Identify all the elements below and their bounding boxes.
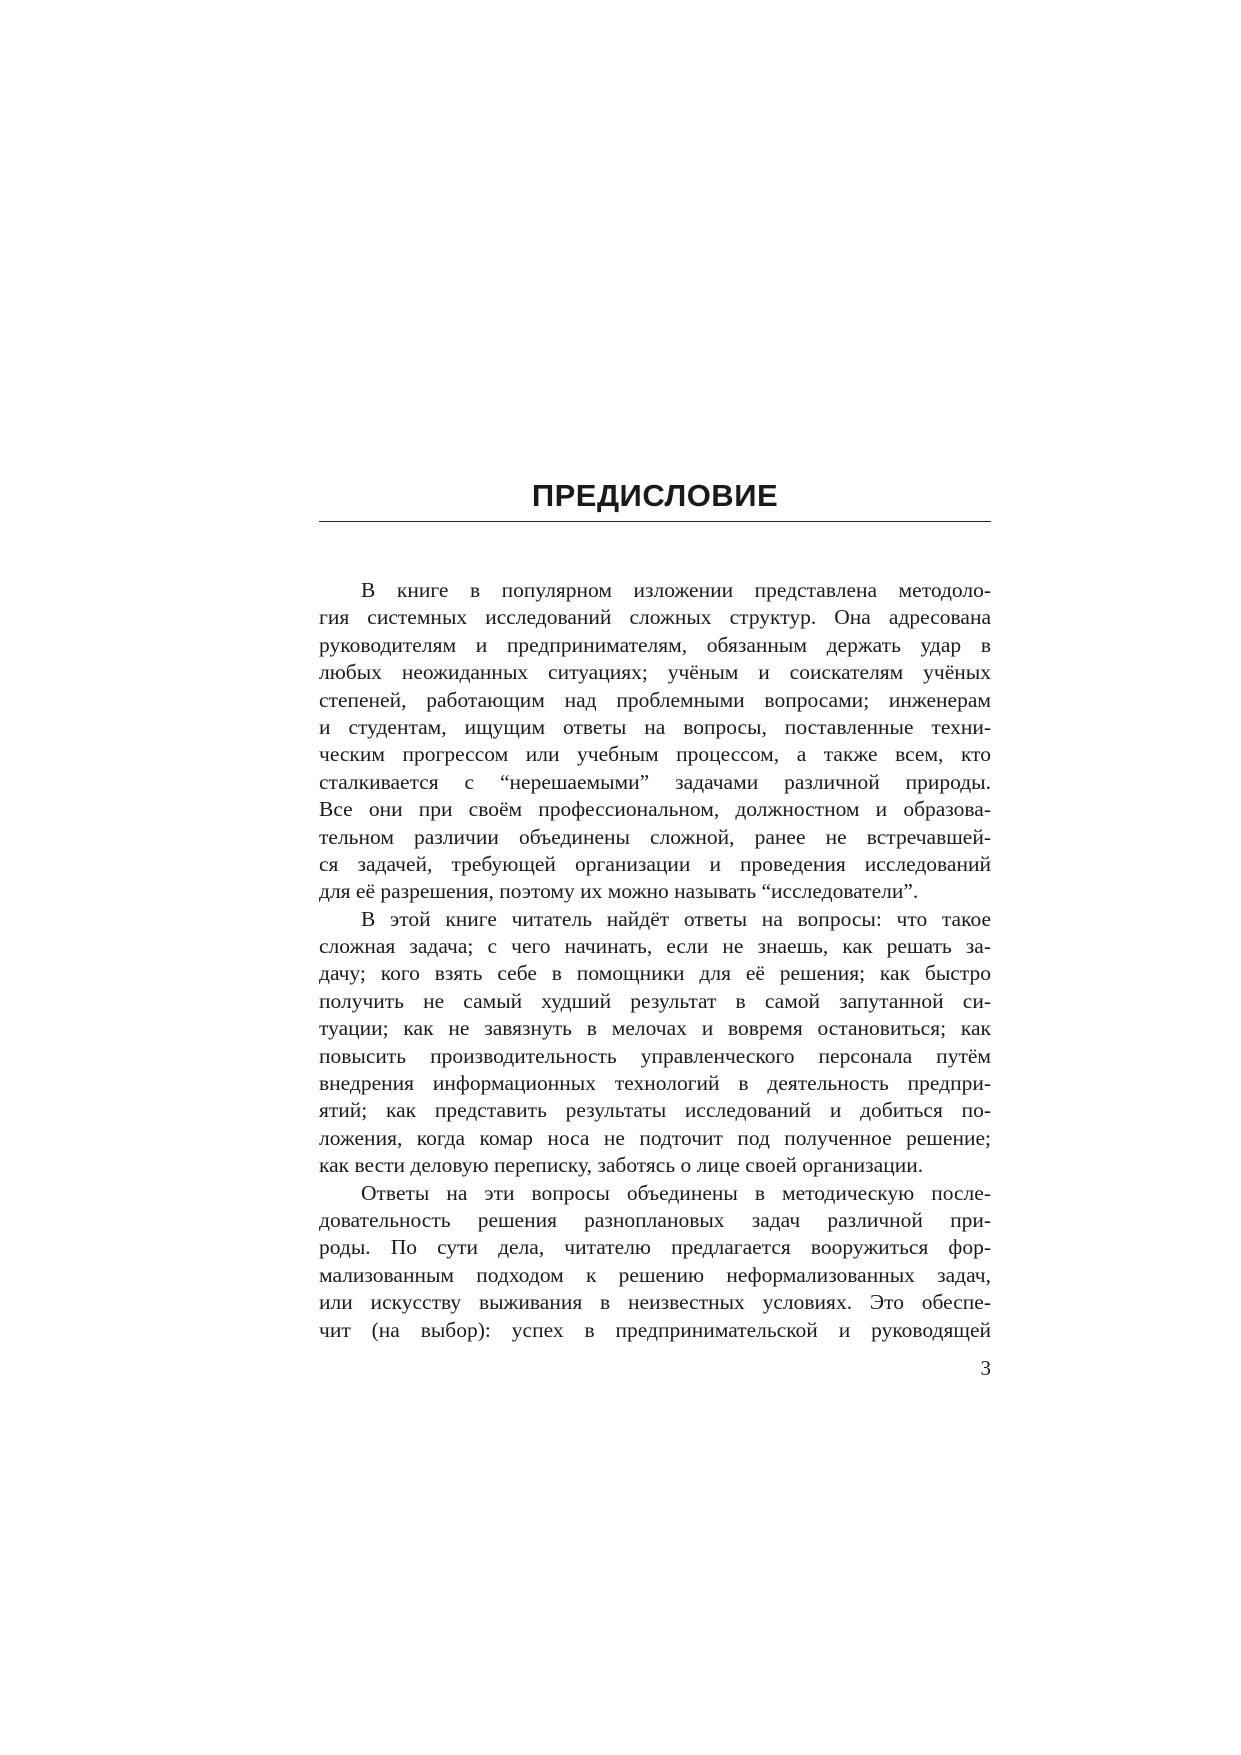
page-number: 3 bbox=[980, 1356, 991, 1380]
text-line: сталкивается с “нерешаемыми” задачами различной природы. bbox=[319, 769, 991, 794]
text-line: тельном различии объединены сложной, ранее не встречавшей- bbox=[319, 824, 991, 849]
text-line: чит (на выбор): успех в предпринимательской и руководящей bbox=[319, 1317, 991, 1342]
text-line: роды. По сути дела, читателю предлагается вооружиться фор- bbox=[319, 1235, 991, 1260]
text-line: ятий; как представить результаты исследований и добиться по- bbox=[319, 1098, 991, 1123]
text-line: гия системных исследований сложных структур. Она адресована bbox=[319, 605, 991, 630]
text-line: сложная задача; с чего начинать, если не знаешь, как решать за- bbox=[319, 934, 991, 959]
text-line: внедрения информационных технологий в деятельность предпри- bbox=[319, 1071, 991, 1096]
text-line: любых неожиданных ситуациях; учёным и соискателям учёных bbox=[319, 660, 991, 685]
title-underline bbox=[319, 521, 991, 522]
text-line: для её разрешения, поэтому их можно называть “исследователи”. bbox=[319, 879, 919, 904]
text-line: ся задачей, требующей организации и проведения исследований bbox=[319, 851, 991, 876]
body-text bbox=[319, 577, 991, 1344]
text-line: как вести деловую переписку, заботясь о лице своей организации. bbox=[319, 1153, 924, 1178]
text-line: руководителям и предпринимателям, обязанным держать удар в bbox=[319, 632, 991, 657]
page-title: ПРЕДИСЛОВИЕ bbox=[531, 478, 779, 513]
text-line: или искусству выживания в неизвестных условиях. Это обеспе- bbox=[319, 1290, 991, 1315]
text-line: степеней, работающим над проблемными вопросами; инженерам bbox=[319, 687, 991, 712]
text-line: довательность решения разноплановых задач различной при- bbox=[319, 1207, 991, 1232]
text-line: мализованным подходом к решению неформализованных задач, bbox=[319, 1262, 991, 1287]
text-line: Ответы на эти вопросы объединены в методическую после- bbox=[361, 1180, 991, 1205]
text-line: туации; как не завязнуть в мелочах и вовремя остановиться; как bbox=[319, 1016, 991, 1041]
text-line: В этой книге читатель найдёт ответы на вопросы: что такое bbox=[361, 906, 991, 931]
text-line: В книге в популярном изложении представлена методоло- bbox=[361, 578, 991, 602]
text-line: ложения, когда комар носа не подточит под полученное решение; bbox=[319, 1125, 991, 1150]
text-line: и студентам, ищущим ответы на вопросы, поставленные техни- bbox=[319, 714, 991, 739]
text-line: Все они при своём профессиональном, должностном и образова- bbox=[319, 797, 991, 822]
text-line: дачу; кого взять себе в помощники для её решения; как быстро bbox=[319, 961, 991, 986]
text-line: получить не самый худший результат в самой запутанной си- bbox=[319, 988, 991, 1013]
text-line: ческим прогрессом или учебным процессом, а также всем, кто bbox=[319, 742, 991, 767]
text-line: повысить производительность управленческого персонала путём bbox=[319, 1043, 991, 1068]
